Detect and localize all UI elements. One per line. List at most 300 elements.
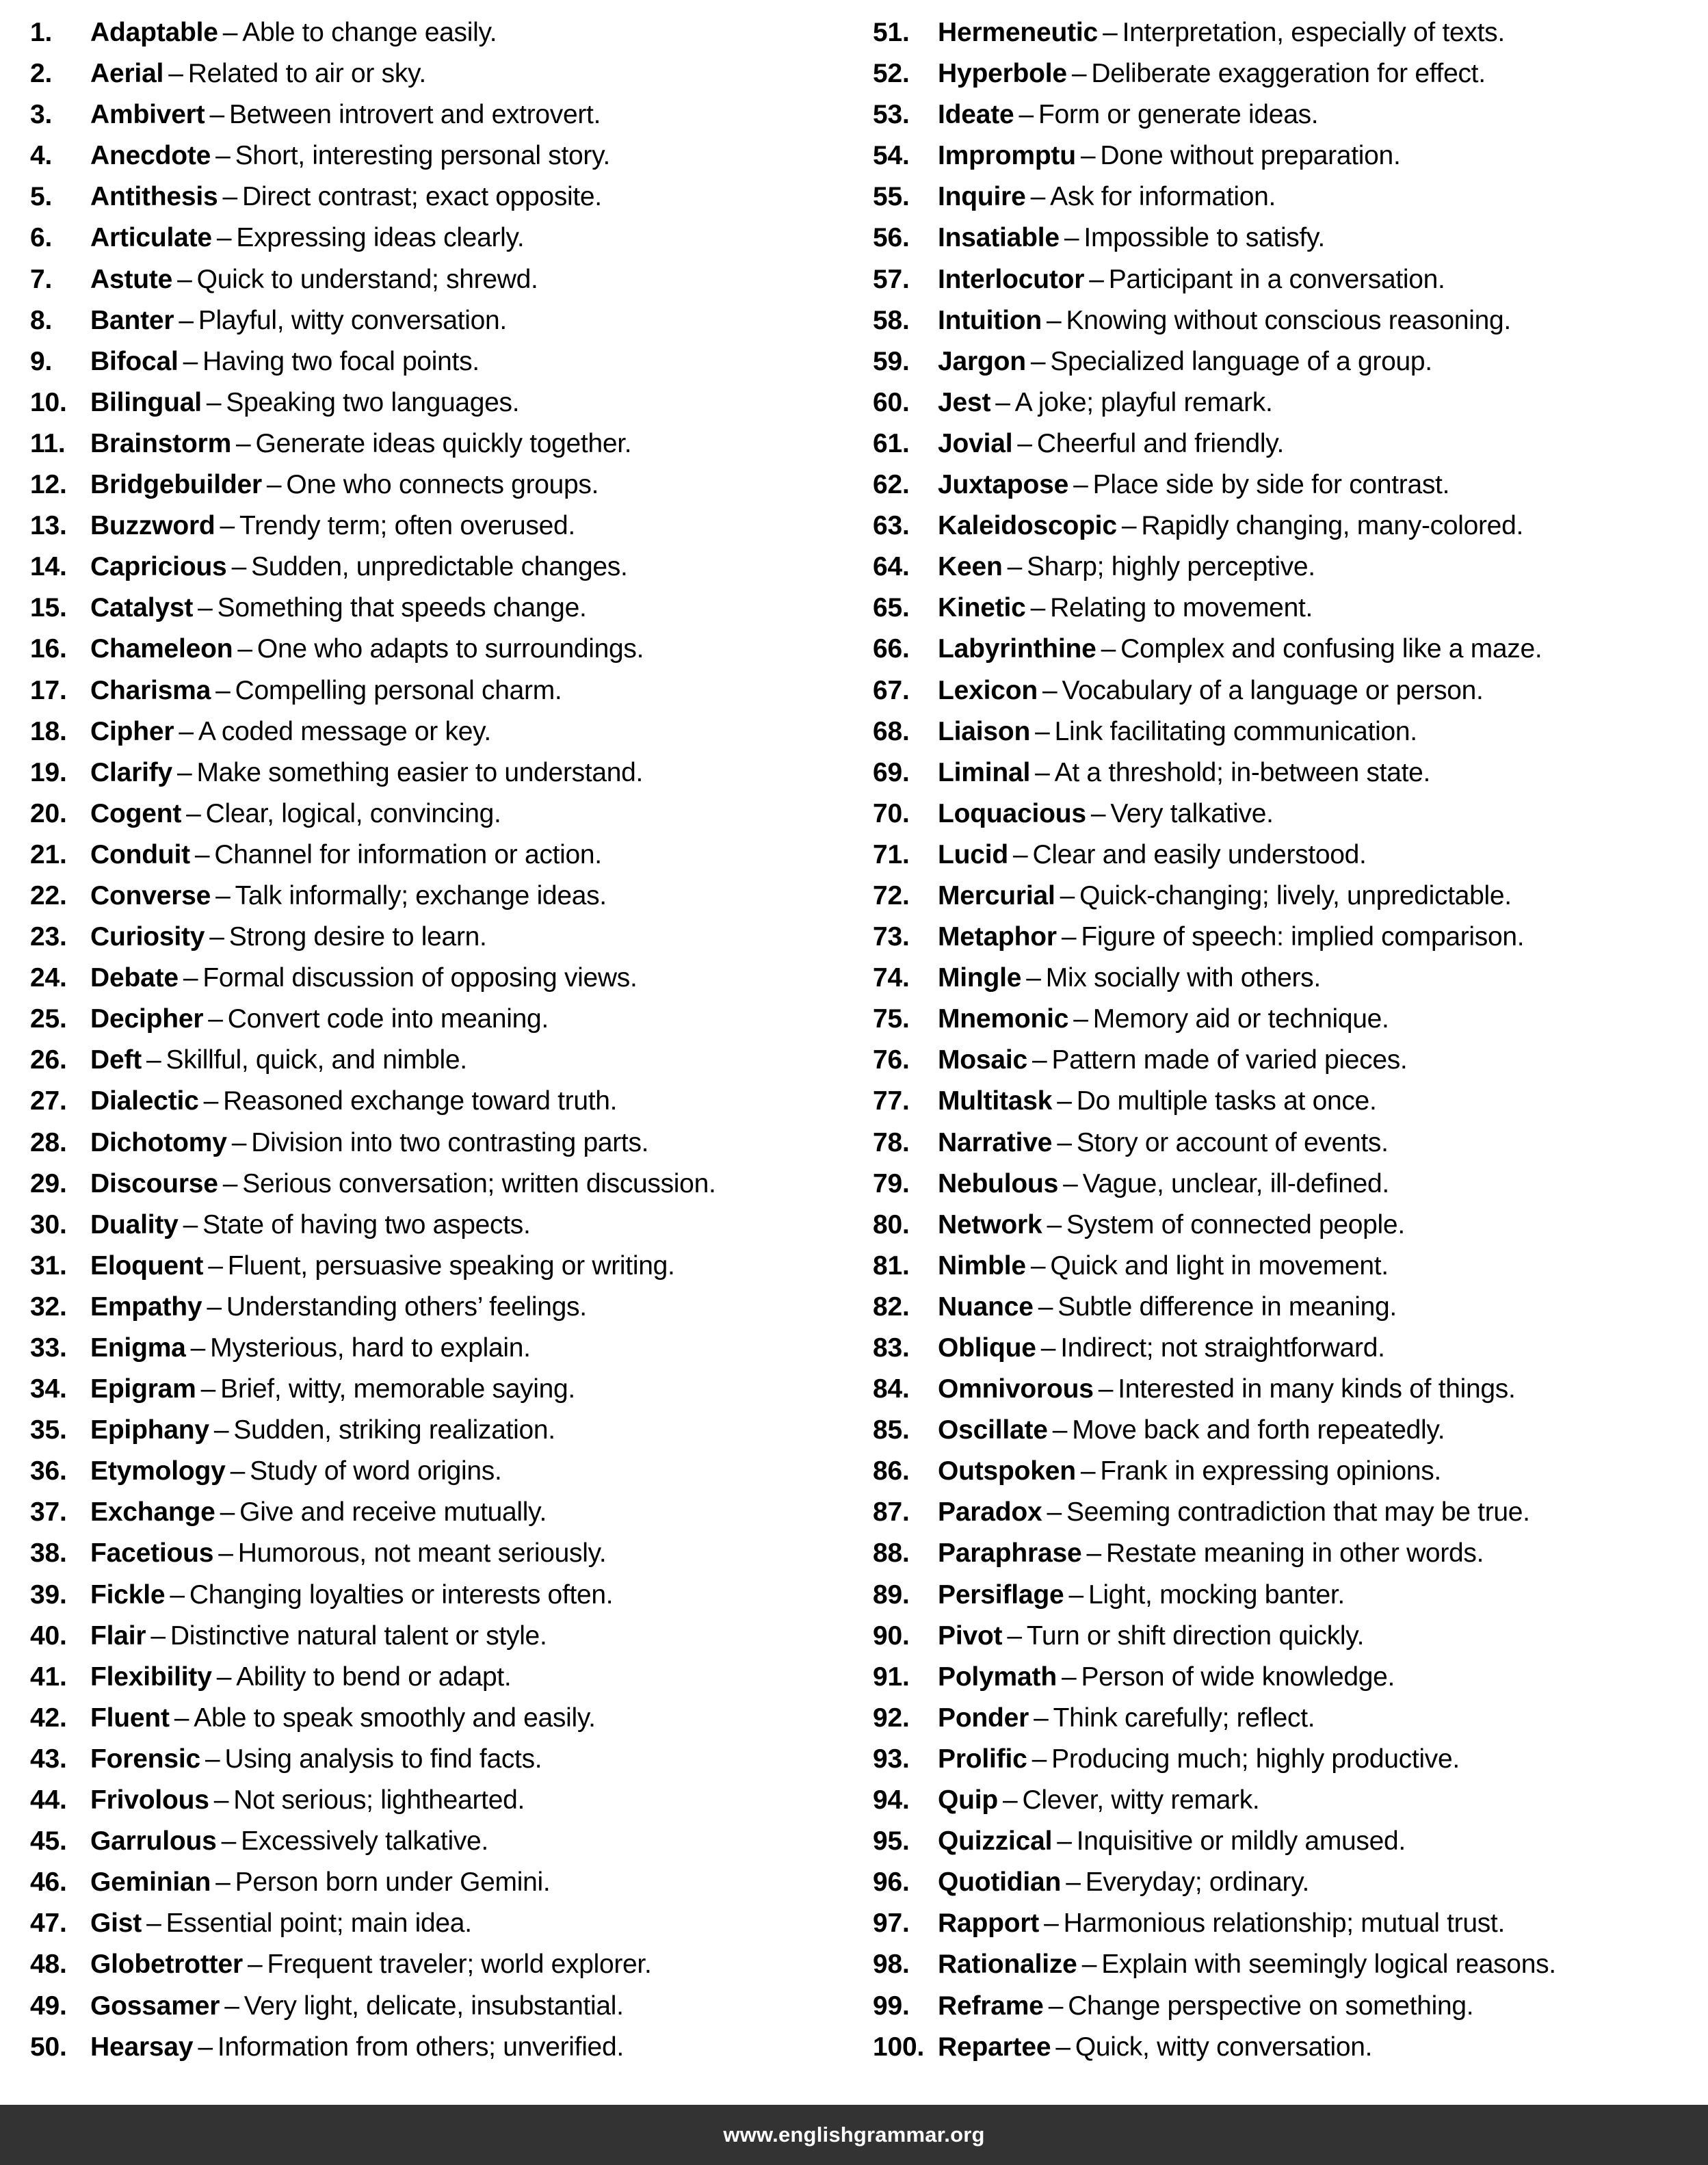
term-definition-separator: – (203, 1086, 219, 1116)
word-number: 26. (30, 1045, 67, 1075)
word-item (30, 1862, 854, 1903)
word-definition: Excessively talkative. (241, 1826, 488, 1856)
term-definition-separator: – (1090, 798, 1106, 828)
word-definition: Relating to movement. (1050, 593, 1313, 623)
word-definition: Interested in many kinds of things. (1118, 1374, 1516, 1404)
word-number: 17. (30, 675, 67, 705)
word-number: 14. (30, 552, 67, 582)
word-term: Conduit (90, 839, 190, 869)
word-definition: Pattern made of varied pieces. (1051, 1045, 1408, 1075)
term-definition-separator: – (1032, 1045, 1047, 1075)
term-definition-separator: – (215, 880, 231, 910)
word-definition: Talk informally; exchange ideas. (235, 880, 607, 910)
word-item (873, 1739, 1707, 1780)
word-definition: Speaking two languages. (226, 387, 520, 417)
word-definition: Rapidly changing, many-colored. (1141, 511, 1523, 541)
term-definition-separator: – (1103, 18, 1118, 47)
word-item (30, 218, 854, 259)
word-item (30, 547, 854, 588)
term-definition-separator: – (1030, 182, 1046, 212)
word-term: Quip (938, 1785, 999, 1815)
word-item (873, 1821, 1707, 1862)
word-definition: Place side by side for contrast. (1092, 470, 1450, 500)
word-term: Intuition (938, 305, 1042, 335)
word-term: Repartee (938, 2032, 1051, 2062)
word-term: Enigma (90, 1333, 186, 1363)
word-item (30, 1492, 854, 1533)
word-definition: Light, mocking banter. (1088, 1579, 1345, 1610)
word-item (30, 94, 854, 135)
term-definition-separator: – (220, 1497, 235, 1527)
word-term: Juxtapose (938, 470, 1069, 500)
term-definition-separator: – (186, 798, 201, 828)
word-item (30, 1164, 854, 1205)
word-definition: Strong desire to learn. (228, 922, 487, 952)
term-definition-separator: – (1080, 1456, 1096, 1486)
word-definition: At a threshold; in-between state. (1054, 757, 1431, 787)
word-item (30, 835, 854, 876)
term-definition-separator: – (206, 387, 222, 417)
word-number: 73. (873, 922, 910, 952)
word-definition: Skillful, quick, and nimble. (166, 1045, 467, 1075)
word-number: 81. (873, 1250, 910, 1281)
word-number: 40. (30, 1621, 67, 1651)
word-definition: Frequent traveler; world explorer. (267, 1950, 652, 1980)
word-list-right (873, 12, 1707, 2068)
word-term: Eloquent (90, 1250, 204, 1281)
word-number: 88. (873, 1538, 910, 1569)
word-term: Loquacious (938, 798, 1086, 828)
term-definition-separator: – (224, 1991, 239, 2021)
word-number: 21. (30, 839, 67, 869)
word-number: 70. (873, 798, 910, 828)
word-term: Exchange (90, 1497, 215, 1527)
word-item (873, 2027, 1707, 2068)
term-definition-separator: – (209, 100, 224, 130)
word-number: 36. (30, 1456, 67, 1486)
word-term: Deft (90, 1045, 142, 1075)
word-item (873, 1903, 1707, 1944)
word-item (873, 12, 1707, 53)
word-definition: Quick-changing; lively, unpredictable. (1079, 880, 1512, 910)
word-item (873, 1451, 1707, 1492)
word-term: Debate (90, 963, 179, 993)
word-number: 94. (873, 1785, 910, 1815)
site-url: www.englishgrammar.org (723, 2123, 985, 2147)
word-item (30, 1657, 854, 1698)
term-definition-separator: – (208, 1004, 223, 1034)
word-definition: Indirect; not straightforward. (1060, 1333, 1385, 1363)
word-item (30, 999, 854, 1040)
term-definition-separator: – (194, 839, 210, 869)
word-item (30, 711, 854, 752)
term-definition-separator: – (1061, 1662, 1077, 1692)
word-item (873, 1123, 1707, 1164)
word-term: Multitask (938, 1086, 1053, 1116)
word-definition: Interpretation, especially of texts. (1122, 18, 1505, 47)
word-number: 57. (873, 264, 910, 294)
word-definition: Do multiple tasks at once. (1076, 1086, 1377, 1116)
word-definition: Study of word origins. (250, 1456, 502, 1486)
word-term: Kaleidoscopic (938, 511, 1117, 541)
word-definition: Direct contrast; exact opposite. (242, 182, 602, 212)
word-number: 24. (30, 963, 67, 993)
word-number: 71. (873, 839, 910, 869)
word-item (873, 94, 1707, 135)
word-definition: Clear, logical, convincing. (205, 798, 501, 828)
word-definition: Person of wide knowledge. (1081, 1662, 1395, 1692)
term-definition-separator: – (1063, 1168, 1078, 1198)
term-definition-separator: – (1040, 1333, 1056, 1363)
term-definition-separator: – (177, 264, 192, 294)
word-item (873, 1369, 1707, 1410)
word-definition: Form or generate ideas. (1038, 100, 1319, 130)
term-definition-separator: – (1080, 141, 1096, 171)
word-term: Quizzical (938, 1826, 1053, 1856)
word-definition: Formal discussion of opposing views. (202, 963, 638, 993)
word-term: Interlocutor (938, 264, 1085, 294)
term-definition-separator: – (208, 1250, 223, 1281)
word-item (30, 1986, 854, 2027)
word-term: Prolific (938, 1744, 1027, 1774)
word-definition: Think carefully; reflect. (1053, 1703, 1315, 1733)
word-item (30, 1903, 854, 1944)
word-number: 75. (873, 1004, 910, 1034)
word-definition: Move back and forth repeatedly. (1072, 1415, 1445, 1445)
word-term: Inquire (938, 182, 1026, 212)
word-term: Discourse (90, 1168, 218, 1198)
word-number: 47. (30, 1908, 67, 1939)
word-item (873, 958, 1707, 999)
word-term: Facetious (90, 1538, 214, 1569)
word-number: 68. (873, 716, 910, 746)
word-definition: Turn or shift direction quickly. (1026, 1621, 1365, 1651)
word-number: 10. (30, 387, 67, 417)
word-number: 53. (873, 100, 910, 130)
word-number: 20. (30, 798, 67, 828)
word-item (873, 423, 1707, 464)
word-item (873, 341, 1707, 382)
word-term: Empathy (90, 1291, 202, 1322)
word-term: Bilingual (90, 387, 202, 417)
word-number: 50. (30, 2032, 67, 2062)
term-definition-separator: – (1101, 634, 1116, 664)
word-item (30, 1944, 854, 1985)
word-definition: Quick and light in movement. (1050, 1250, 1389, 1281)
word-number: 65. (873, 593, 910, 623)
word-term: Decipher (90, 1004, 204, 1034)
word-item (873, 1492, 1707, 1533)
term-definition-separator: – (183, 346, 198, 376)
left-column (0, 12, 854, 2068)
word-term: Lucid (938, 839, 1008, 869)
word-item (30, 1821, 854, 1862)
term-definition-separator: – (1042, 675, 1057, 705)
word-term: Jest (938, 387, 991, 417)
word-item (873, 1657, 1707, 1698)
term-definition-separator: – (266, 470, 282, 500)
word-term: Hyperbole (938, 59, 1067, 89)
term-definition-separator: – (231, 1127, 247, 1157)
word-definition: Fluent, persuasive speaking or writing. (227, 1250, 675, 1281)
word-term: Mercurial (938, 880, 1055, 910)
word-term: Dichotomy (90, 1127, 227, 1157)
term-definition-separator: – (183, 963, 198, 993)
term-definition-separator: – (1073, 1004, 1088, 1034)
word-number: 29. (30, 1168, 67, 1198)
word-term: Oblique (938, 1333, 1036, 1363)
word-item (30, 1451, 854, 1492)
word-number: 48. (30, 1950, 67, 1980)
word-term: Cipher (90, 716, 174, 746)
word-term: Buzzword (90, 511, 215, 541)
term-definition-separator: – (216, 1662, 232, 1692)
word-item (30, 588, 854, 629)
term-definition-separator: – (222, 1168, 238, 1198)
word-item (30, 1328, 854, 1369)
word-term: Rapport (938, 1908, 1040, 1939)
term-definition-separator: – (237, 634, 252, 664)
term-definition-separator: – (179, 305, 194, 335)
word-term: Articulate (90, 223, 212, 253)
word-item (30, 1040, 854, 1081)
word-number: 34. (30, 1374, 67, 1404)
word-term: Jargon (938, 346, 1026, 376)
word-definition: Inquisitive or mildly amused. (1076, 1826, 1406, 1856)
word-definition: Expressing ideas clearly. (236, 223, 525, 253)
word-item (873, 382, 1707, 423)
word-term: Mnemonic (938, 1004, 1069, 1034)
word-term: Outspoken (938, 1456, 1076, 1486)
word-term: Bifocal (90, 346, 179, 376)
word-definition: Story or account of events. (1076, 1127, 1389, 1157)
word-definition: Restate meaning in other words. (1105, 1538, 1484, 1569)
word-definition: Sudden, unpredictable changes. (251, 552, 628, 582)
word-definition: Brief, witty, memorable saying. (220, 1374, 575, 1404)
term-definition-separator: – (1066, 1867, 1081, 1898)
word-number: 22. (30, 880, 67, 910)
term-definition-separator: – (200, 1374, 216, 1404)
word-definition: Understanding others’ feelings. (226, 1291, 587, 1322)
word-term: Epigram (90, 1374, 196, 1404)
word-term: Nuance (938, 1291, 1034, 1322)
word-item (30, 1533, 854, 1574)
word-definition: Give and receive mutually. (239, 1497, 547, 1527)
word-definition: A coded message or key. (198, 716, 491, 746)
word-number: 6. (30, 223, 53, 253)
word-number: 38. (30, 1538, 67, 1569)
word-number: 74. (873, 963, 910, 993)
word-term: Hermeneutic (938, 18, 1099, 47)
word-term: Capricious (90, 552, 227, 582)
word-term: Garrulous (90, 1826, 217, 1856)
word-number: 76. (873, 1045, 910, 1075)
word-item (30, 12, 854, 53)
term-definition-separator: – (1034, 1703, 1049, 1733)
term-definition-separator: – (213, 1785, 229, 1815)
word-term: Geminian (90, 1867, 211, 1898)
word-item (30, 1081, 854, 1122)
word-term: Narrative (938, 1127, 1053, 1157)
word-number: 72. (873, 880, 910, 910)
word-term: Etymology (90, 1456, 226, 1486)
word-term: Quotidian (938, 1867, 1062, 1898)
word-item (873, 506, 1707, 547)
term-definition-separator: – (1047, 1497, 1062, 1527)
word-item (30, 176, 854, 218)
word-number: 56. (873, 223, 910, 253)
word-number: 89. (873, 1579, 910, 1610)
word-number: 98. (873, 1950, 910, 1980)
term-definition-separator: – (236, 428, 251, 458)
word-definition: Using analysis to find facts. (224, 1744, 542, 1774)
word-number: 90. (873, 1621, 910, 1651)
word-number: 79. (873, 1168, 910, 1198)
word-item (873, 218, 1707, 259)
word-definition: Harmonious relationship; mutual trust. (1063, 1908, 1505, 1939)
term-definition-separator: – (190, 1333, 206, 1363)
word-item (873, 1410, 1707, 1451)
word-item (30, 876, 854, 917)
term-definition-separator: – (1007, 552, 1023, 582)
term-definition-separator: – (995, 387, 1010, 417)
word-definition: Vocabulary of a language or person. (1062, 675, 1484, 705)
word-term: Forensic (90, 1744, 200, 1774)
word-number: 35. (30, 1415, 67, 1445)
term-definition-separator: – (1060, 880, 1075, 910)
word-definition: Very talkative. (1110, 798, 1274, 828)
word-term: Gist (90, 1908, 142, 1939)
word-term: Fluent (90, 1703, 170, 1733)
word-item (30, 1369, 854, 1410)
word-definition: Everyday; ordinary. (1085, 1867, 1310, 1898)
term-definition-separator: – (216, 223, 232, 253)
word-definition: Trendy term; often overused. (239, 511, 575, 541)
word-term: Gossamer (90, 1991, 220, 2021)
word-number: 78. (873, 1127, 910, 1157)
word-item (30, 629, 854, 670)
word-item (30, 382, 854, 423)
word-term: Duality (90, 1209, 179, 1239)
word-item (30, 2027, 854, 2068)
word-number: 67. (873, 675, 910, 705)
term-definition-separator: – (1057, 1826, 1072, 1856)
word-item (873, 1205, 1707, 1246)
word-number: 9. (30, 346, 53, 376)
word-term: Metaphor (938, 922, 1057, 952)
word-item (873, 1246, 1707, 1287)
term-definition-separator: – (205, 1744, 220, 1774)
word-term: Nebulous (938, 1168, 1059, 1198)
word-definition: Compelling personal charm. (235, 675, 562, 705)
word-definition: Seeming contradiction that may be true. (1066, 1497, 1530, 1527)
word-definition: Knowing without conscious reasoning. (1066, 305, 1511, 335)
word-item (30, 1698, 854, 1739)
term-definition-separator: – (1086, 1538, 1101, 1569)
term-definition-separator: – (170, 1579, 185, 1610)
word-number: 100. (873, 2032, 925, 2062)
word-number: 42. (30, 1703, 67, 1733)
word-term: Mosaic (938, 1045, 1028, 1075)
word-definition: Playful, witty conversation. (198, 305, 507, 335)
word-definition: Sharp; highly perceptive. (1027, 552, 1315, 582)
term-definition-separator: – (209, 922, 224, 952)
term-definition-separator: – (150, 1621, 166, 1651)
word-number: 62. (873, 470, 910, 500)
word-term: Banter (90, 305, 174, 335)
word-term: Converse (90, 880, 211, 910)
word-number: 55. (873, 182, 910, 212)
word-term: Astute (90, 264, 173, 294)
word-term: Curiosity (90, 922, 205, 952)
word-definition: Essential point; main idea. (166, 1908, 472, 1939)
term-definition-separator: – (1030, 1250, 1046, 1281)
term-definition-separator: – (1081, 1950, 1097, 1980)
word-number: 2. (30, 59, 53, 89)
word-definition: Division into two contrasting parts. (251, 1127, 649, 1157)
word-definition: Generate ideas quickly together. (255, 428, 632, 458)
word-term: Persiflage (938, 1579, 1064, 1610)
word-number: 60. (873, 387, 910, 417)
term-definition-separator: – (146, 1045, 161, 1075)
word-item (873, 1944, 1707, 1985)
word-term: Kinetic (938, 593, 1026, 623)
word-number: 46. (30, 1867, 67, 1898)
word-definition: Producing much; highly productive. (1051, 1744, 1460, 1774)
word-number: 91. (873, 1662, 910, 1692)
term-definition-separator: – (1026, 963, 1041, 993)
word-number: 13. (30, 511, 67, 541)
word-definition: One who adapts to surroundings. (257, 634, 644, 664)
word-term: Brainstorm (90, 428, 232, 458)
word-term: Clarify (90, 757, 172, 787)
term-definition-separator: – (1048, 1991, 1064, 2021)
word-item (873, 53, 1707, 94)
term-definition-separator: – (179, 716, 194, 746)
word-term: Reframe (938, 1991, 1044, 2021)
word-number: 45. (30, 1826, 67, 1856)
word-term: Lexicon (938, 675, 1038, 705)
word-item (30, 135, 854, 176)
word-term: Epiphany (90, 1415, 209, 1445)
word-definition: Something that speeds change. (217, 593, 587, 623)
term-definition-separator: – (1068, 1579, 1083, 1610)
term-definition-separator: – (221, 1826, 237, 1856)
word-term: Globetrotter (90, 1950, 243, 1980)
word-number: 39. (30, 1579, 67, 1610)
word-number: 8. (30, 305, 53, 335)
word-number: 97. (873, 1908, 910, 1939)
word-item (873, 1040, 1707, 1081)
word-item (30, 506, 854, 547)
term-definition-separator: – (1055, 2032, 1070, 2062)
term-definition-separator: – (1044, 1908, 1059, 1939)
word-definition: Figure of speech: implied comparison. (1081, 922, 1525, 952)
term-definition-separator: – (1030, 593, 1046, 623)
word-item (873, 793, 1707, 835)
term-definition-separator: – (230, 1456, 246, 1486)
word-definition: Specialized language of a group. (1050, 346, 1432, 376)
term-definition-separator: – (222, 18, 238, 47)
word-term: Insatiable (938, 223, 1060, 253)
word-definition: Explain with seemingly logical reasons. (1101, 1950, 1556, 1980)
term-definition-separator: – (198, 2032, 213, 2062)
term-definition-separator: – (1017, 428, 1032, 458)
word-definition: Clever, witty remark. (1022, 1785, 1260, 1815)
word-number: 11. (30, 428, 66, 458)
word-number: 19. (30, 757, 67, 787)
word-term: Charisma (90, 675, 211, 705)
